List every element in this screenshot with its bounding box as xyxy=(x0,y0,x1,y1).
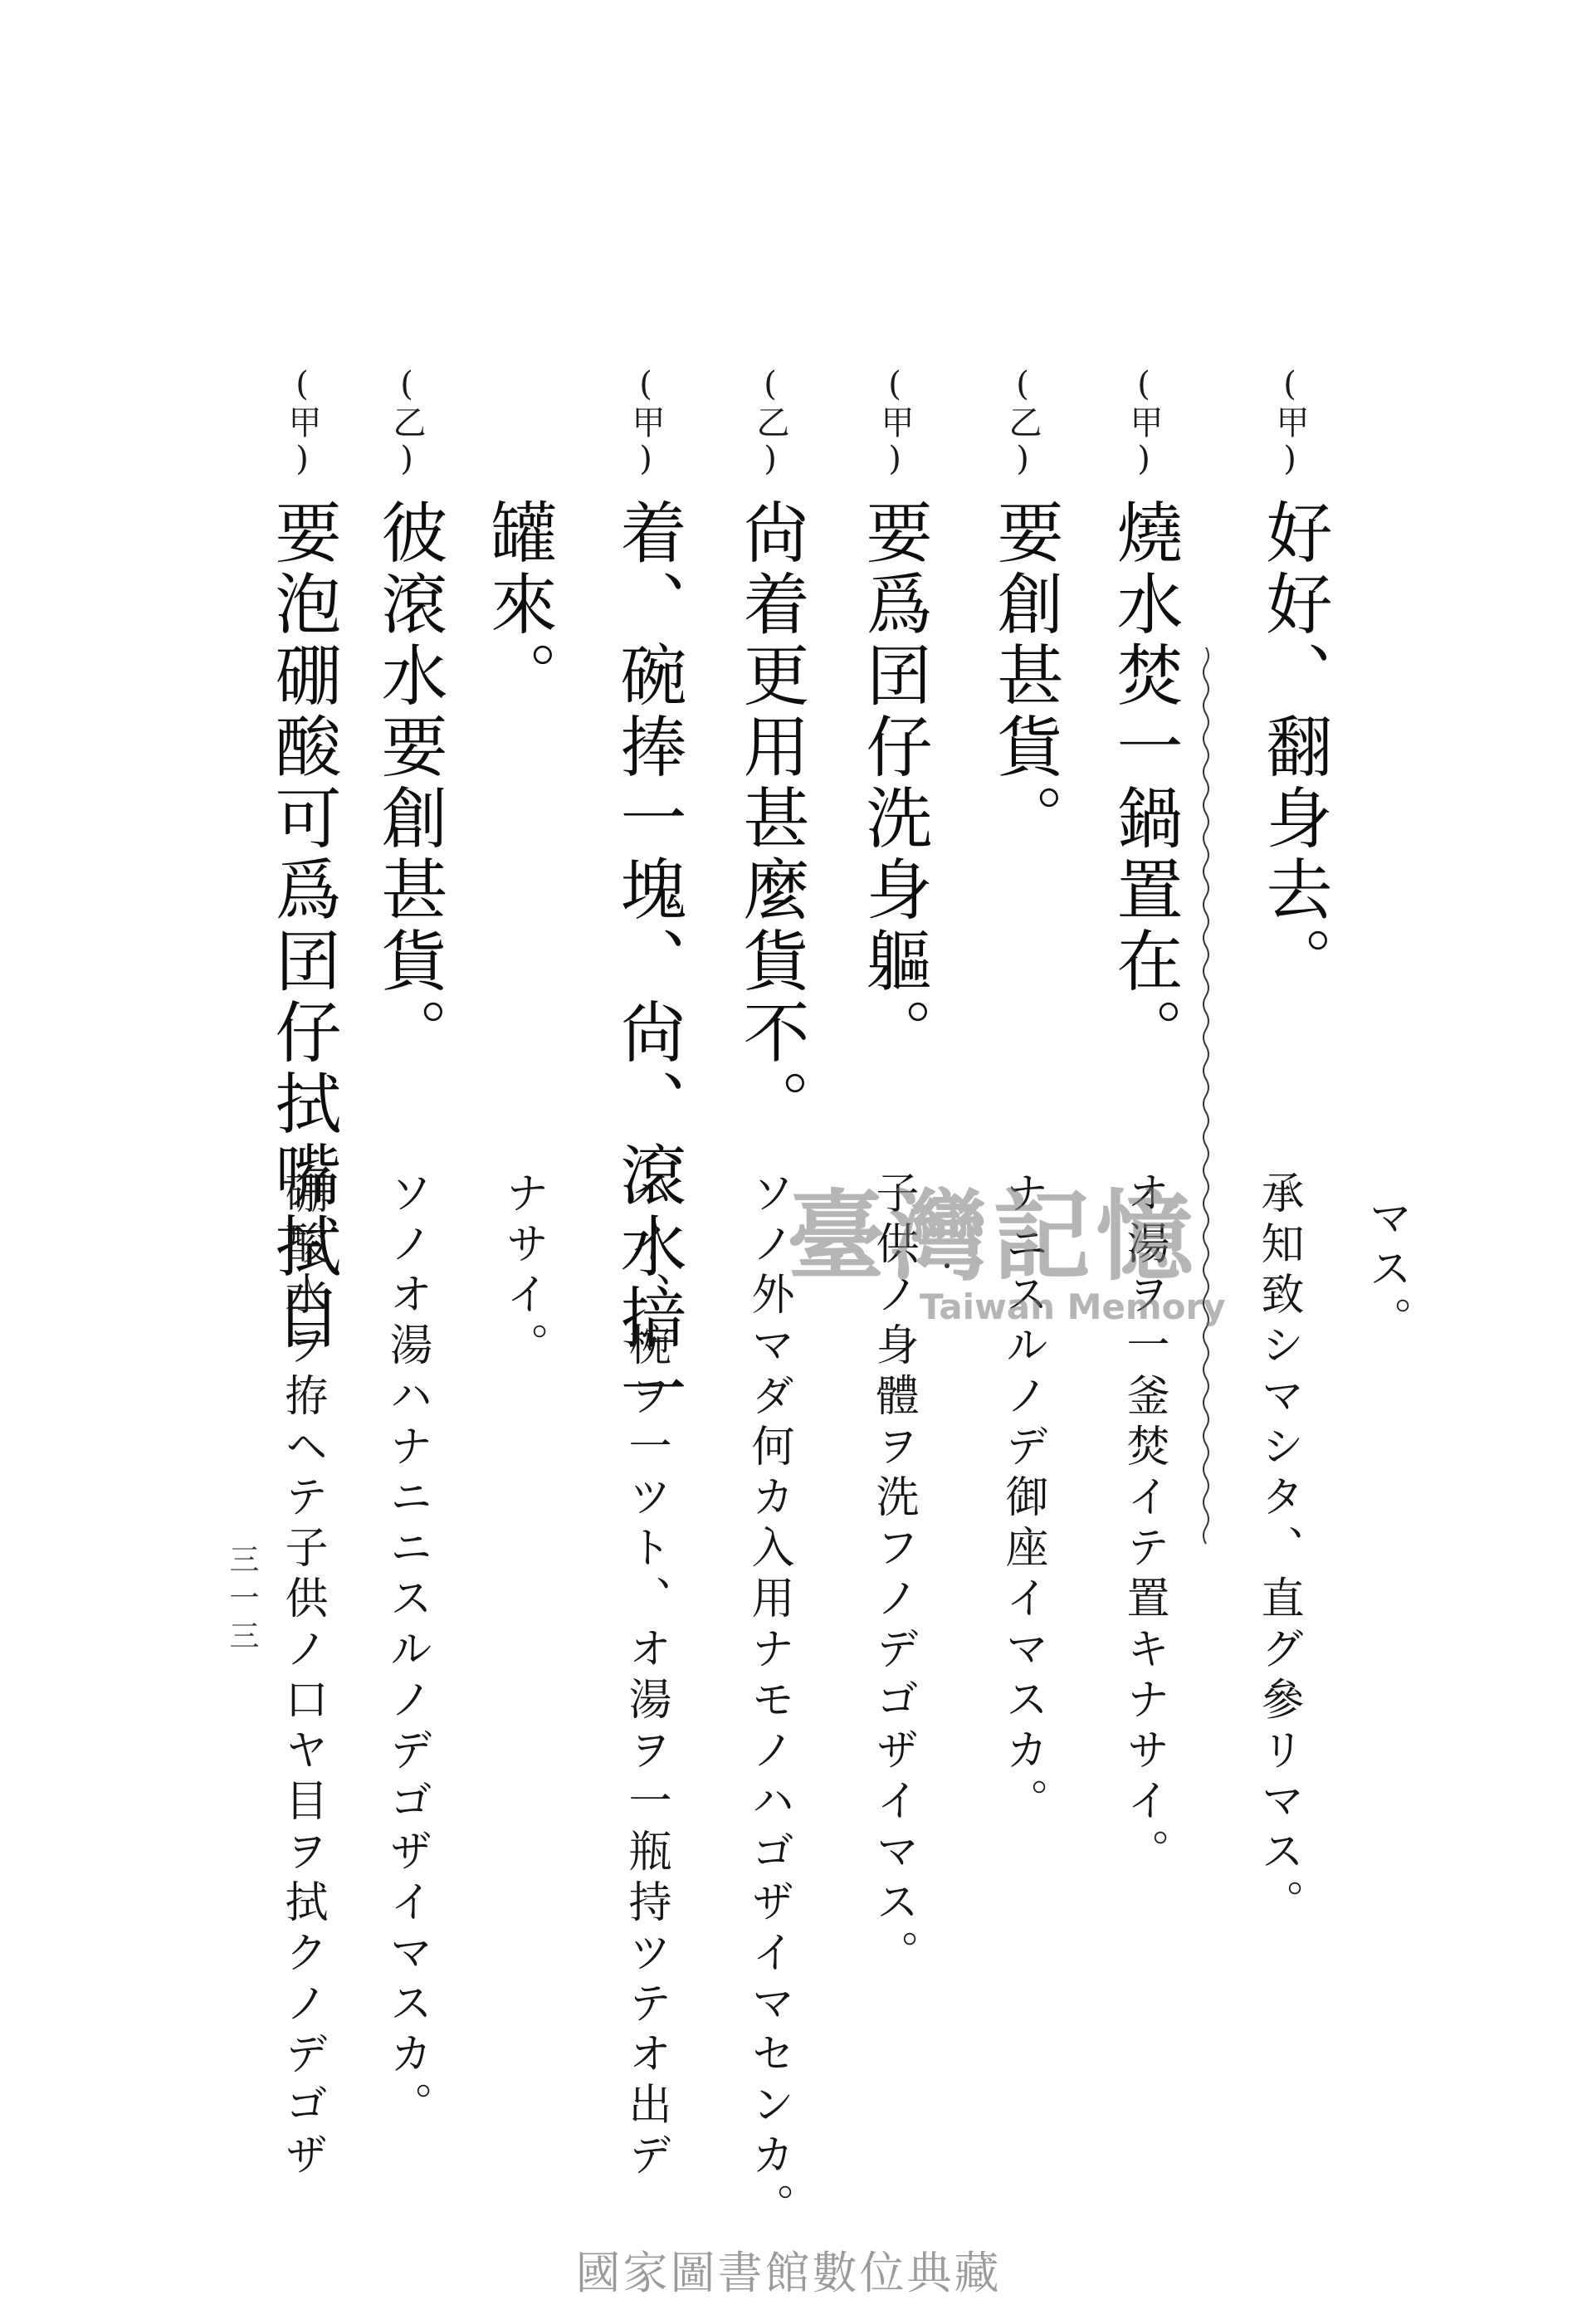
japanese-line: ナサイ。 xyxy=(498,1170,548,1373)
speaker-marker: (甲) xyxy=(1125,365,1163,480)
chinese-line: 着、碗捧一塊、尙、滾水揞一 xyxy=(609,498,686,1426)
chinese-line: 尙着更用甚麼貨不。 xyxy=(732,498,809,1140)
page-number: 三一三 xyxy=(225,1544,259,1658)
chinese-line: 燒水焚一鍋置在。 xyxy=(1106,498,1183,1069)
chinese-line: 要創甚貨。 xyxy=(986,498,1063,855)
watermark-english: Taiwan Memory xyxy=(920,1286,1226,1327)
watermark-chinese: 臺灣記憶 xyxy=(787,1179,1199,1294)
chinese-line: 要泡硼酸可爲囝仔拭嘴拭目 xyxy=(264,498,341,1355)
speaker-marker: (甲) xyxy=(627,365,665,480)
japanese-line: 硼酸水ヲ拵ヘテ子供ノ口ヤ目ヲ拭クノデゴザ xyxy=(277,1170,327,2183)
speaker-marker: (甲) xyxy=(1271,365,1309,480)
japanese-line: オ湯ヲ一釜焚イテ置キナサイ。 xyxy=(1119,1170,1169,1879)
japanese-line: マス。 xyxy=(1361,1195,1411,1347)
speaker-marker: (甲) xyxy=(876,365,914,480)
footer-caption: 國家圖書館數位典藏 xyxy=(575,2247,1002,2299)
japanese-line: ナニスルノデ御座イマスカ。 xyxy=(998,1170,1047,1828)
chinese-line: 彼滾水要創甚貨。 xyxy=(370,498,447,1069)
speaker-marker: (乙) xyxy=(388,365,426,480)
japanese-line: ソノ外マダ何カ入用ナモノハゴザイマセンカ。 xyxy=(744,1170,793,2234)
speaker-marker: (甲) xyxy=(283,365,321,480)
chinese-line: 罐來。 xyxy=(480,498,557,712)
speaker-marker: (乙) xyxy=(751,365,789,480)
japanese-line: 子供ノ身體ヲ洗フノデゴザイマス。 xyxy=(868,1170,918,1980)
japanese-line: 承知致シマシタ、直グ參リマス。 xyxy=(1253,1170,1303,1930)
chinese-line: 好好、翻身去。 xyxy=(1255,498,1332,998)
chinese-line: 要爲囝仔洗身軀。 xyxy=(855,498,932,1069)
wavy-divider xyxy=(1199,647,1213,1552)
japanese-line: ソノオ湯ハナニニスルノデゴザイマスカ。 xyxy=(382,1170,432,2132)
speaker-marker: (乙) xyxy=(1003,365,1042,480)
japanese-line: ハイ、椀ヲ一ツト、オ湯ヲ一瓶持ツテオ出デ xyxy=(621,1170,671,2183)
dot-mark xyxy=(945,1263,950,1268)
